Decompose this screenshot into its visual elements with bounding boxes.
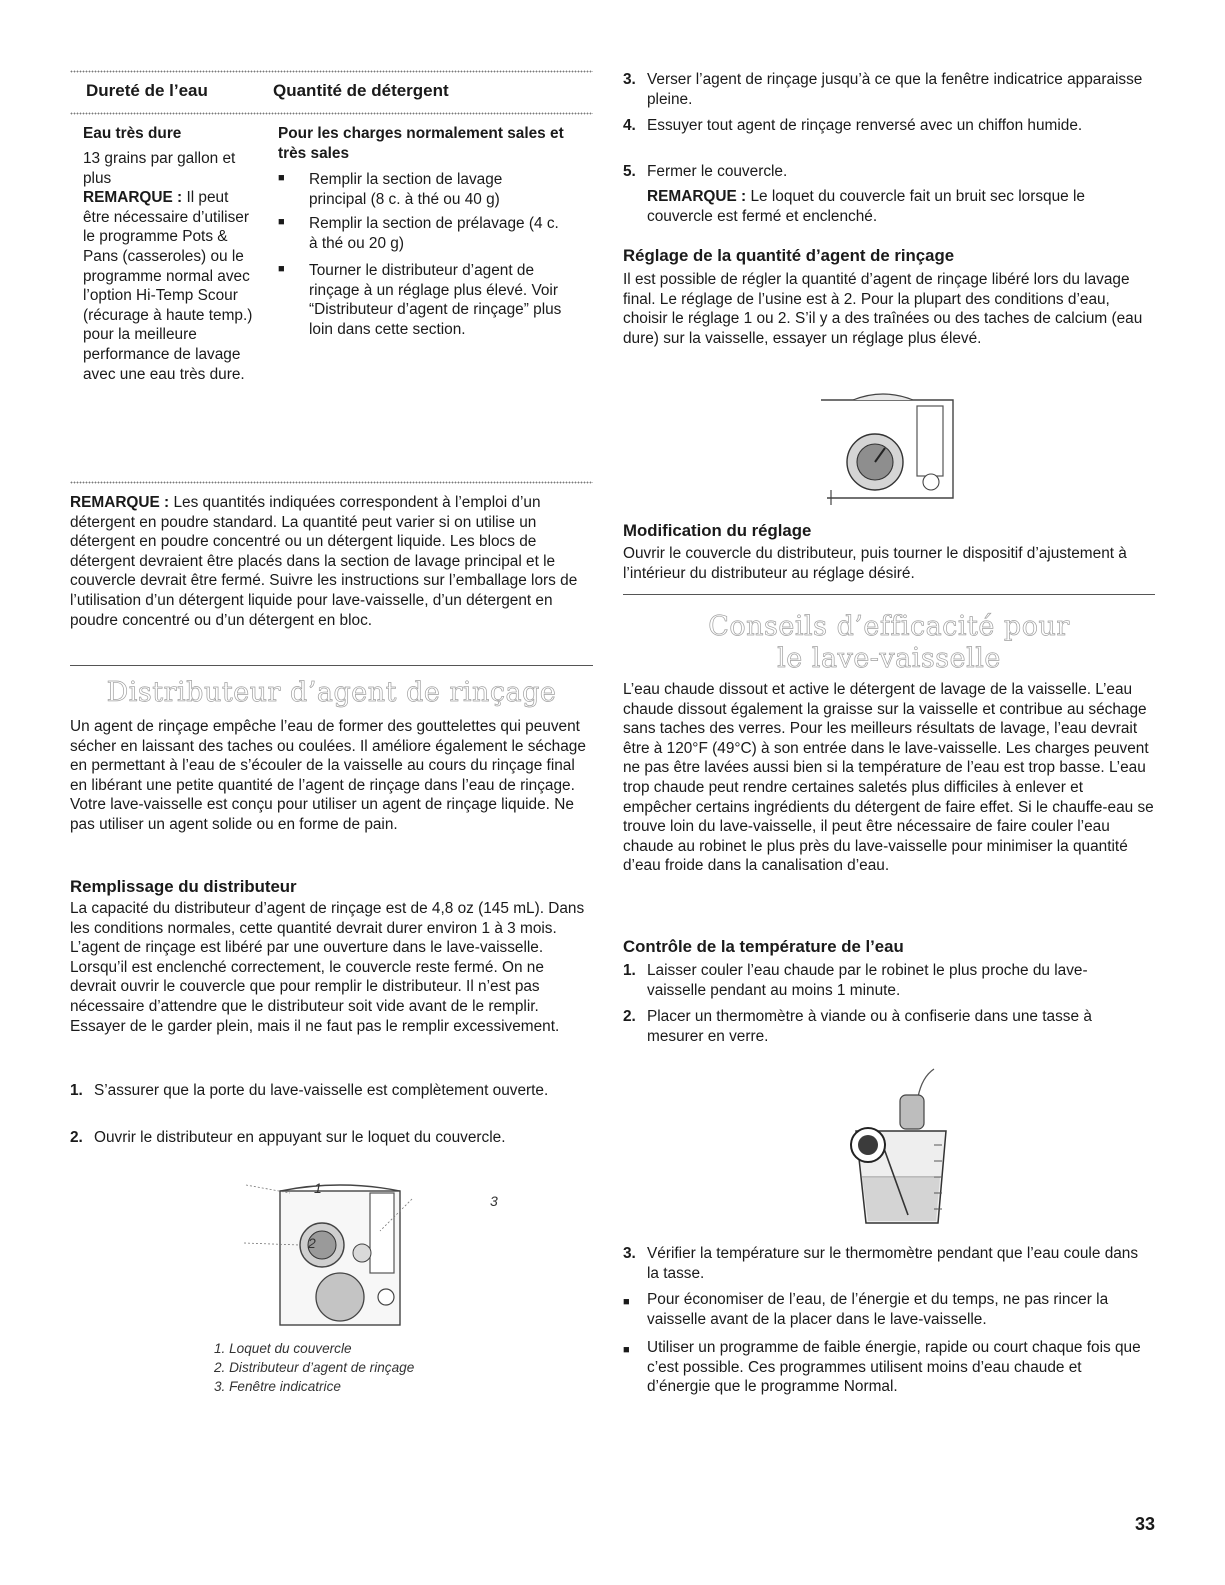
rinse-section-title: Distributeur d’agent de rinçage: [106, 677, 557, 708]
callout-3: 3: [490, 1193, 498, 1209]
caption-1: 1. Loquet du couvercle: [214, 1341, 352, 1356]
step-3: [623, 70, 1155, 109]
hardness-cell: [83, 124, 263, 384]
remark-label: REMARQUE :: [70, 494, 170, 511]
dial-illustration: [813, 390, 963, 505]
step-5: [623, 162, 1155, 182]
step-number: 3.: [623, 1245, 636, 1262]
step-1: [70, 1081, 593, 1101]
table-top-rule: [70, 70, 593, 73]
bullet-text: Pour économiser de l’eau, de l’énergie et du temps, ne pas rincer la vaisselle avant de la placer dans le lave-vaisselle.: [647, 1291, 1109, 1328]
adjust-text: Il est possible de régler la quantité d’agent de rinçage libéré lors du lavage final. Le réglage de l’usine est à 2. Pour la plupart des conditions d’eau, choisir le réglage 1 ou 2. S’il y a des traînées ou des taches de calcium (eau dure) sur la vaisselle, essayer un réglage plus élevé.: [623, 271, 1143, 347]
temp-heading: Contrôle de la température de l’eau: [623, 937, 904, 956]
bullet-text: Remplir la section de lavage principal (8 c. à thé ou 40 g): [309, 171, 503, 208]
dispenser-illustration: [230, 1175, 470, 1335]
close-note: [647, 187, 1152, 226]
right-column: [623, 0, 1155, 1585]
close-note-text: Le loquet du couvercle fait un bruit sec lorsque le couvercle est fermé et enclenché.: [647, 188, 1085, 225]
step-number: 3.: [623, 71, 636, 88]
step-text: S’assurer que la porte du lave-vaisselle est complètement ouverte.: [94, 1082, 549, 1099]
fill-heading: Remplissage du distributeur: [70, 877, 297, 896]
close-note-label: REMARQUE :: [647, 188, 747, 205]
section-divider: [70, 665, 593, 666]
loads-title: Pour les charges normalement sales et très sales: [278, 125, 564, 162]
step-text: Verser l’agent de rinçage jusqu’à ce que la fenêtre indicatrice apparaisse pleine.: [647, 71, 1143, 108]
hardness-title: Eau très dure: [83, 125, 182, 142]
temp-step-2: [623, 1007, 1155, 1046]
bullet-marker: ■: [278, 172, 285, 184]
step-text: Laisser couler l’eau chaude par le robinet le plus proche du lave-vaisselle pendant au moins 1 minute.: [647, 962, 1088, 999]
dial-figure: [813, 390, 963, 505]
step-text: Vérifier la température sur le thermomètre pendant que l’eau coule dans la tasse.: [647, 1245, 1139, 1282]
modify-heading: Modification du réglage: [623, 521, 812, 540]
bullet-item: [278, 170, 583, 214]
modify-text: Ouvrir le couvercle du distributeur, puis tourner le dispositif d’ajustement à l’intérieur du distributeur au réglage désiré.: [623, 545, 1127, 582]
caption-2: 2. Distributeur d’agent de rinçage: [214, 1360, 415, 1375]
table-header-hardness: Dureté de l’eau: [86, 81, 208, 100]
hardness-note-text: Il peut être nécessaire d’utiliser le programme Pots & Pans (casseroles) ou le programme normal avec l’option Hi-Temp Scour (récurage à haute temp.) pour la meilleure performance de lavage avec une eau très dure.: [83, 189, 253, 383]
caption-3: 3. Fenêtre indicatrice: [214, 1379, 341, 1394]
step-text: Fermer le couvercle.: [647, 163, 788, 180]
table-header-detergent: Quantité de détergent: [273, 81, 449, 100]
left-column: [70, 0, 593, 1585]
callout-2: 2: [308, 1235, 316, 1251]
detergent-bullet-list: [278, 170, 583, 339]
step-number: 4.: [623, 117, 636, 134]
step-number: 2.: [70, 1129, 83, 1146]
tips-divider: [623, 594, 1155, 595]
bullet-item: [278, 261, 583, 339]
bullet-marker: ■: [623, 1296, 630, 1308]
tip-bullet-2: [623, 1338, 1155, 1397]
step-number: 5.: [623, 163, 636, 180]
tips-title-line1: Conseils d’efficacité pour: [708, 611, 1070, 642]
table-bottom-rule: [70, 481, 593, 484]
tips-intro: L’eau chaude dissout et active le détergent de lavage de la vaisselle. L’eau chaude dissout également la graisse sur la vaisselle et contribue au séchage sans taches des verres. Pour les meilleurs résultats de lavage, l’eau devrait être à 120°F (49°C) à son entrée dans le lave-vaisselle. Les charges peuvent ne pas être lavées aussi bien si la température de l’eau est trop basse. L’eau trop chaude peut rendre certaines saletés plus difficiles à enlever et empêcher certains ingrédients du détergent de faire effet. Si le chauffe-eau se trouve loin du lave-vaisselle, il peut être nécessaire de faire couler l’eau chaude au robinet le plus près du lave-vaisselle pour minimiser la quantité d’eau froide dans la canalisation d’eau.: [623, 681, 1154, 875]
tips-title-line2: le lave-vaisselle: [777, 643, 1001, 674]
step-text: Placer un thermomètre à viande ou à confiserie dans une tasse à mesurer en verre.: [647, 1008, 1092, 1045]
step-number: 1.: [623, 962, 636, 979]
fill-text: La capacité du distributeur d’agent de rinçage est de 4,8 oz (145 mL). Dans les conditions normales, cette quantité devrait durer environ 1 à 3 mois. L’agent de rinçage est libéré par une ouverture dans le lave-vaisselle. Lorsqu’il est enclenché correctement, le couvercle reste fermé. On ne devrait ouvrir le couvercle que pour remplir le distributeur. Il n’est pas nécessaire d’attendre que le distributeur soit vide avant de le remplir. Essayer de le garder plein, mais il ne faut pas le remplir excessivement.: [70, 900, 585, 1035]
bullet-text: Remplir la section de prélavage (4 c. à thé ou 20 g): [309, 215, 559, 252]
hardness-note-label: REMARQUE :: [83, 189, 183, 207]
adjust-heading: Réglage de la quantité d’agent de rinçage: [623, 246, 955, 265]
step-text: Ouvrir le distributeur en appuyant sur le loquet du couvercle.: [94, 1129, 506, 1146]
thermometer-figure: [838, 1065, 958, 1235]
bullet-text: Tourner le distributeur d’agent de rinçage à un réglage plus élevé. Voir “Distributeur d’agent de rinçage” plus loin dans cette section.: [309, 262, 562, 338]
remark-text: Les quantités indiquées correspondent à l’emploi d’un détergent en poudre standard. La quantité peut varier si on utilise un détergent en poudre concentré ou un détergent liquide. Les blocs de détergent devraient être placés dans la section de lavage principal et le couvercle devrait être fermé. Suivre les instructions sur l’emballage lors de l’utilisation d’un détergent liquide pour lave-vaisselle, d’un détergent en poudre concentré ou d’un détergent en bloc.: [70, 494, 578, 629]
step-text: Essuyer tout agent de rinçage renversé avec un chiffon humide.: [647, 117, 1083, 134]
temp-step-3: [623, 1244, 1155, 1283]
bullet-marker: ■: [278, 216, 285, 228]
detergent-cell: [278, 124, 583, 339]
step-number: 1.: [70, 1082, 83, 1099]
callout-1: 1: [314, 1180, 322, 1196]
step-4: [623, 116, 1155, 136]
step-number: 2.: [623, 1008, 636, 1025]
detergent-remark: [70, 493, 593, 630]
table-header-rule: [70, 112, 593, 115]
hardness-note: [83, 188, 255, 384]
hardness-amount: 13 grains par gallon et plus: [83, 150, 236, 187]
tip-bullet-1: [623, 1290, 1155, 1329]
figure-captions: [214, 1339, 414, 1396]
temp-step-1: [623, 961, 1155, 1000]
step-2: [70, 1128, 593, 1148]
rinse-intro: Un agent de rinçage empêche l’eau de former des gouttelettes qui peuvent sécher en laissant des taches ou coulées. Il améliore également le séchage en permettant à l’eau de s’écouler de la vaisselle au cours du rinçage final en libérant une petite quantité de l’agent de rinçage dans l’eau de rinçage. Votre lave-vaisselle est conçu pour utiliser un agent de rinçage liquide. Ne pas utiliser un agent solide ou en forme de pain.: [70, 718, 586, 833]
page-number: 33: [1134, 1514, 1155, 1534]
bullet-marker: ■: [278, 263, 285, 275]
bullet-item: [278, 214, 583, 261]
bullet-marker: ■: [623, 1344, 630, 1356]
thermometer-cup-illustration: [838, 1065, 958, 1235]
bullet-text: Utiliser un programme de faible énergie, rapide ou court chaque fois que c’est possible. Ces programmes utilisent moins d’eau chaude et d’énergie que le programme Normal.: [647, 1339, 1141, 1396]
dispenser-figure: [230, 1175, 498, 1335]
